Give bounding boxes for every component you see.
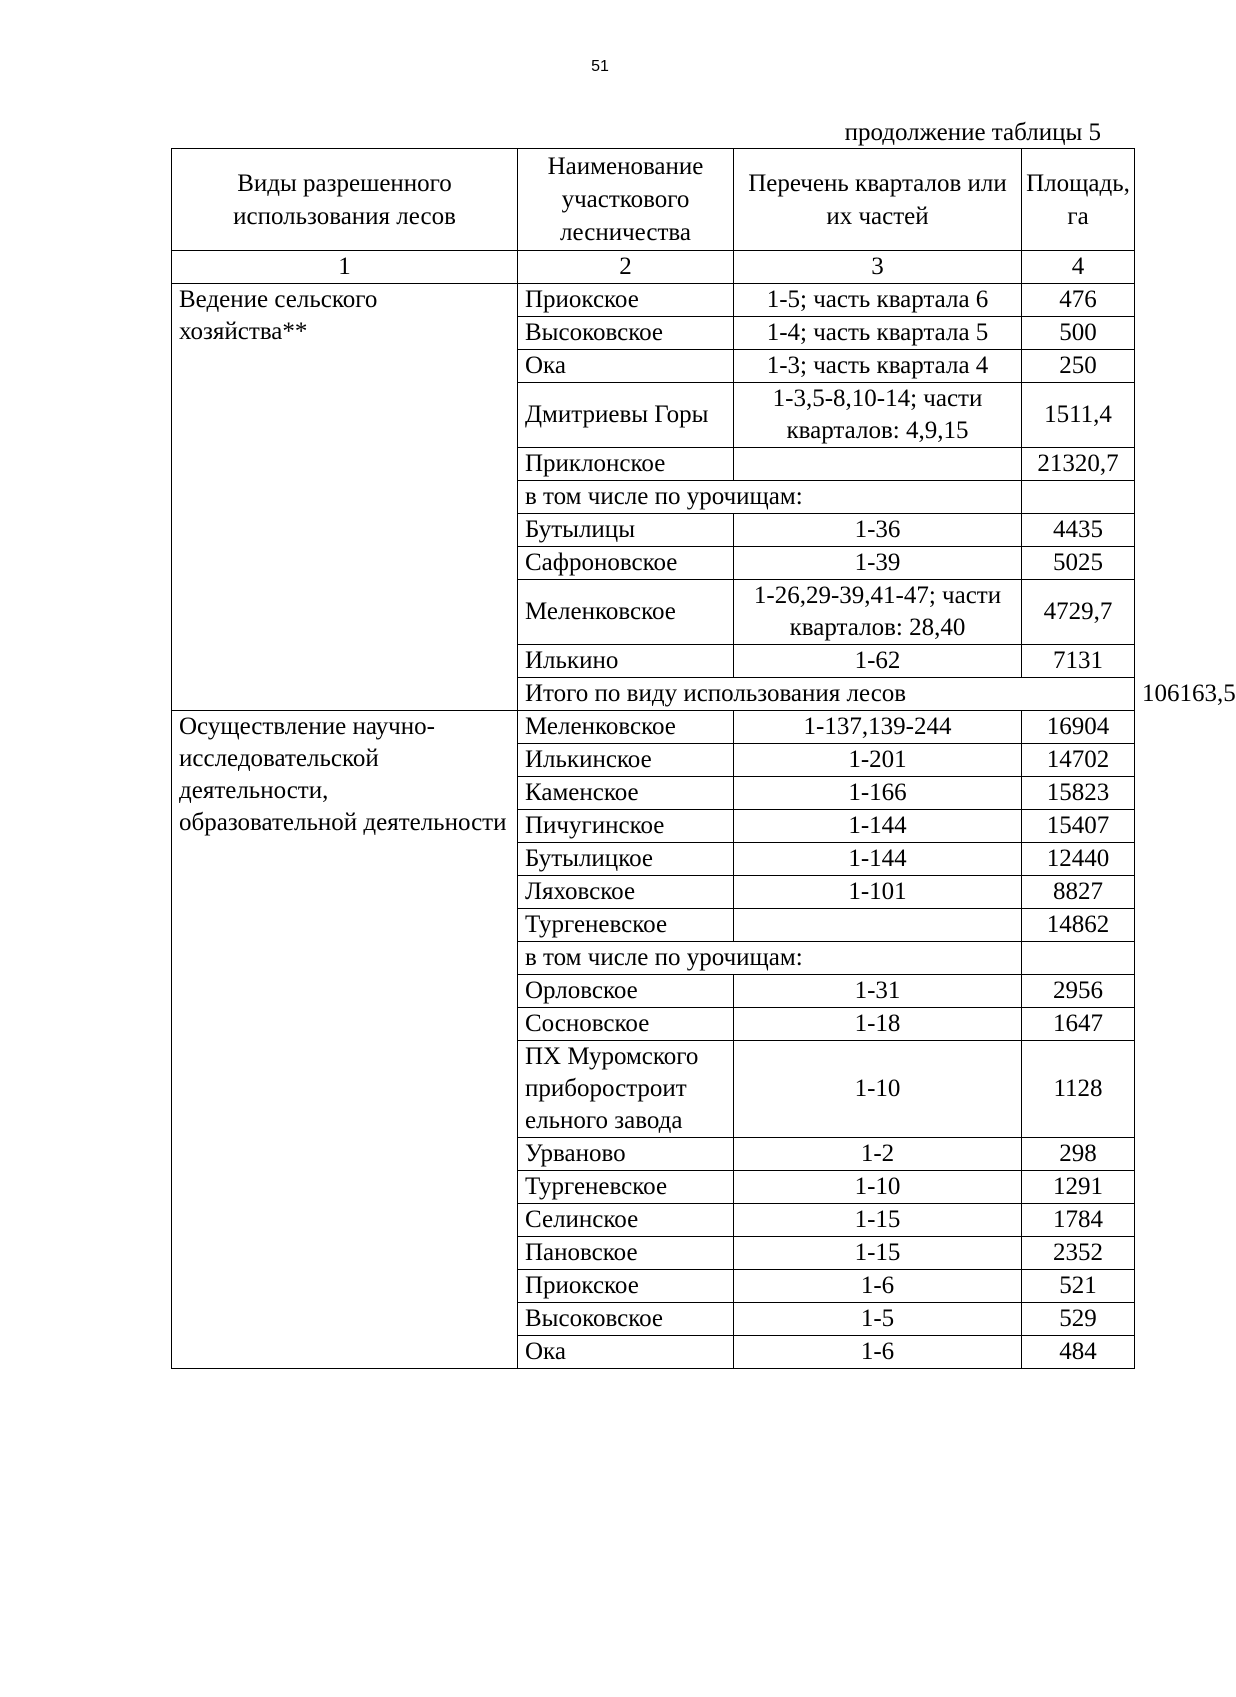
area-cell: 8827 xyxy=(1022,876,1135,909)
area-cell: 4729,7 xyxy=(1022,580,1135,645)
header-use-type: Виды разрешенного использования лесов xyxy=(172,149,518,251)
area-cell: 21320,7 xyxy=(1022,448,1135,481)
area-cell: 1784 xyxy=(1022,1204,1135,1237)
total-row: Итого по виду использования лесов 106163,5 xyxy=(172,678,1135,711)
header-row xyxy=(172,149,1135,251)
district-cell: Приклонское xyxy=(518,448,734,481)
quarters-cell: 1-18 xyxy=(734,1008,1022,1041)
quarters-cell: 1-4; часть квартала 5 xyxy=(734,317,1022,350)
district-cell: Илькино xyxy=(518,645,734,678)
area-cell: 1511,4 xyxy=(1022,383,1135,448)
district-cell: Высоковское xyxy=(518,1303,734,1336)
empty-cell xyxy=(1022,942,1135,975)
district-cell: Каменское xyxy=(518,777,734,810)
district-cell: Орловское xyxy=(518,975,734,1008)
subheading-cell: в том числе по урочищам: xyxy=(518,481,1022,514)
header-quarters: Перечень кварталов или их частей xyxy=(734,149,1022,251)
use-type-cell: Ведение сельского хозяйства** xyxy=(172,284,518,711)
district-cell: Бутылицкое xyxy=(518,843,734,876)
area-cell: 2956 xyxy=(1022,975,1135,1008)
area-cell: 1647 xyxy=(1022,1008,1135,1041)
district-cell: Бутылицы xyxy=(518,514,734,547)
quarters-cell: 1-144 xyxy=(734,843,1022,876)
forest-use-table xyxy=(171,148,1236,1369)
table-caption: продолжение таблицы 5 xyxy=(844,119,1101,146)
quarters-cell: 1-10 xyxy=(734,1171,1022,1204)
district-cell: Тургеневское xyxy=(518,909,734,942)
use-type-cell: Осуществление научно-исследовательской деятельности, образовательной деятельности xyxy=(172,711,518,1369)
area-cell: 484 xyxy=(1022,1336,1135,1369)
district-cell: Сафроновское xyxy=(518,547,734,580)
quarters-cell: 1-31 xyxy=(734,975,1022,1008)
quarters-cell: 1-101 xyxy=(734,876,1022,909)
quarters-cell: 1-2 xyxy=(734,1138,1022,1171)
district-cell: Пичугинское xyxy=(518,810,734,843)
quarters-cell: 1-15 xyxy=(734,1204,1022,1237)
column-number: 3 xyxy=(734,251,1022,284)
quarters-cell: 1-15 xyxy=(734,1237,1022,1270)
quarters-cell: 1-166 xyxy=(734,777,1022,810)
quarters-cell: 1-201 xyxy=(734,744,1022,777)
district-cell: Илькинское xyxy=(518,744,734,777)
quarters-cell: 1-6 xyxy=(734,1336,1022,1369)
quarters-cell: 1-144 xyxy=(734,810,1022,843)
area-cell: 15407 xyxy=(1022,810,1135,843)
district-cell: Пановское xyxy=(518,1237,734,1270)
district-cell: Селинское xyxy=(518,1204,734,1237)
area-cell: 1128 xyxy=(1022,1041,1135,1138)
header-district: Наименование участкового лесничества xyxy=(518,149,734,251)
district-cell: Дмитриевы Горы xyxy=(518,383,734,448)
area-cell: 15823 xyxy=(1022,777,1135,810)
table-row xyxy=(172,284,1135,317)
area-cell: 298 xyxy=(1022,1138,1135,1171)
district-cell: Приокское xyxy=(518,284,734,317)
quarters-cell: 1-26,29-39,41-47; части кварталов: 28,40 xyxy=(734,580,1022,645)
column-number: 1 xyxy=(172,251,518,284)
district-cell: Меленковское xyxy=(518,580,734,645)
area-cell: 16904 xyxy=(1022,711,1135,744)
table-row xyxy=(172,711,1135,744)
district-cell: Ляховское xyxy=(518,876,734,909)
column-number: 2 xyxy=(518,251,734,284)
quarters-cell: 1-3; часть квартала 4 xyxy=(734,350,1022,383)
area-cell: 250 xyxy=(1022,350,1135,383)
quarters-cell: 1-62 xyxy=(734,645,1022,678)
column-number-row xyxy=(172,251,1135,284)
district-cell: Урваново xyxy=(518,1138,734,1171)
header-area: Площадь, га xyxy=(1022,149,1135,251)
area-cell: 7131 xyxy=(1022,645,1135,678)
quarters-cell: 1-6 xyxy=(734,1270,1022,1303)
quarters-cell xyxy=(734,448,1022,481)
subheading-cell: в том числе по урочищам: xyxy=(518,942,1022,975)
area-cell: 12440 xyxy=(1022,843,1135,876)
total-label-cell: Итого по виду использования лесов xyxy=(518,678,1135,711)
district-cell: Меленковское xyxy=(518,711,734,744)
area-cell: 500 xyxy=(1022,317,1135,350)
district-cell: Приокское xyxy=(518,1270,734,1303)
quarters-cell: 1-5; часть квартала 6 xyxy=(734,284,1022,317)
quarters-cell: 1-39 xyxy=(734,547,1022,580)
quarters-cell: 1-36 xyxy=(734,514,1022,547)
quarters-cell: 1-3,5-8,10-14; части кварталов: 4,9,15 xyxy=(734,383,1022,448)
district-cell: Ока xyxy=(518,350,734,383)
area-cell: 529 xyxy=(1022,1303,1135,1336)
area-cell: 4435 xyxy=(1022,514,1135,547)
area-cell: 521 xyxy=(1022,1270,1135,1303)
area-cell: 14702 xyxy=(1022,744,1135,777)
area-cell: 2352 xyxy=(1022,1237,1135,1270)
quarters-cell: 1-5 xyxy=(734,1303,1022,1336)
quarters-cell: 1-10 xyxy=(734,1041,1022,1138)
district-cell: Высоковское xyxy=(518,317,734,350)
quarters-cell xyxy=(734,909,1022,942)
district-cell: Ока xyxy=(518,1336,734,1369)
area-cell: 1291 xyxy=(1022,1171,1135,1204)
column-number: 4 xyxy=(1022,251,1135,284)
area-cell: 5025 xyxy=(1022,547,1135,580)
quarters-cell: 1-137,139-244 xyxy=(734,711,1022,744)
district-cell: ПХ Муромского приборостроит ельного завода xyxy=(518,1041,734,1138)
area-cell: 14862 xyxy=(1022,909,1135,942)
district-cell: Тургеневское xyxy=(518,1171,734,1204)
district-cell: Сосновское xyxy=(518,1008,734,1041)
area-cell: 476 xyxy=(1022,284,1135,317)
page-number: 51 xyxy=(591,58,609,75)
empty-cell xyxy=(1022,481,1135,514)
